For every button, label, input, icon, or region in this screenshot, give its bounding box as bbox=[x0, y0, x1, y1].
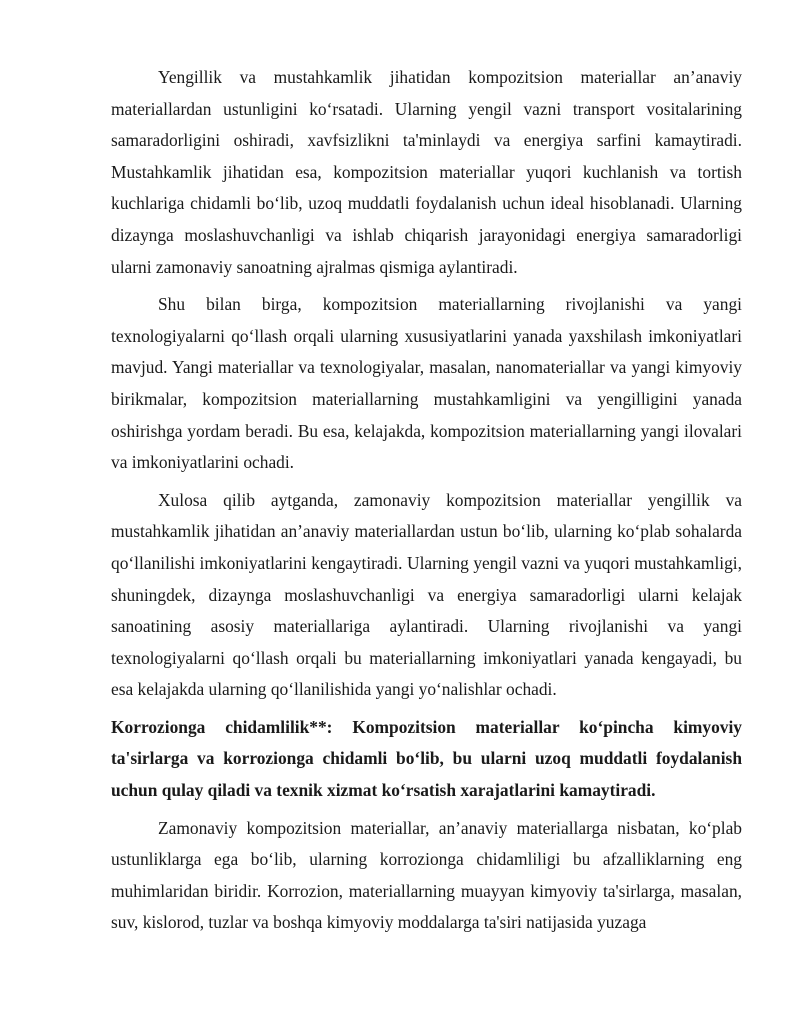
paragraph-conclusion: Xulosa qilib aytganda, zamonaviy kompozitsion materiallar yengillik va mustahkamlik jihatidan an’anaviy materiallardan ustun bo‘lib, ularning ko‘plab sohalarda qo‘llanilishi imkoniyatlarini kengaytiradi. Ularning yengil vazni va yuqori mustahkamligi, shuningdek, dizaynga moslashuvchanligi va energiya samaradorligi ularni kelajak sanoatining asosiy materiallariga aylantiradi. Ularning rivojlanishi va yangi texnologiyalarni qo‘llash orqali bu materiallarning imkoniyatlari yanada kengayadi, bu esa kelajakda ularning qo‘llanilishida yangi yo‘nalishlar ochadi. bbox=[111, 489, 742, 700]
paragraph-lightness-strength: Yengillik va mustahkamlik jihatidan kompozitsion materiallar an’anaviy materiallardan ustunligini ko‘rsatadi. Ularning yengil vazni transport vositalarining samaradorligini oshiradi, xavfsizlikni ta'minlaydi va energiya sarfini kamaytiradi. Mustahkamlik jihatidan esa, kompozitsion materiallar yuqori kuchlanish va tortish kuchlariga chidamli bo‘lib, uzoq muddatli foydalanish uchun ideal hisoblanadi. Ularning dizaynga moslashuvchanligi va ishlab chiqarish jarayonidagi energiya samaradorligi ularni zamonaviy sanoatning ajralmas qismiga aylantiradi. bbox=[111, 67, 742, 277]
heading-corrosion-resistance: Korrozionga chidamlilik**: Kompozitsion materiallar ko‘pincha kimyoviy ta'sirlarga va korrozionga chidamli bo‘lib, bu ularni uzoq muddatli foydalanish uchun qulay qiladi va texnik xizmat ko‘rsatish xarajatlarini kamaytiradi. bbox=[111, 716, 742, 801]
paragraph-corrosion: Zamonaviy kompozitsion materiallar, an’anaviy materiallarga nisbatan, ko‘plab ustunliklarga ega bo‘lib, ularning korrozionga chidamliligi bu afzalliklarning eng muhimlaridan biridir. Korrozion, materiallarning muayyan kimyoviy ta'sirlarga, masalan, suv, kislorod, tuzlar va boshqa kimyoviy moddalarga ta'siri natijasida yuzaga bbox=[111, 817, 742, 933]
paragraph-development: Shu bilan birga, kompozitsion materiallarning rivojlanishi va yangi texnologiyalarni qo‘llash orqali ularning xususiyatlarini yanada yaxshilash imkoniyatlari mavjud. Yangi materiallar va texnologiyalar, masalan, nanomateriallar va yangi kimyoviy birikmalar, kompozitsion materiallarning mustahkamligini va yengilligini yanada oshirishga yordam beradi. Bu esa, kelajakda, kompozitsion materiallarning yangi ilovalari va imkoniyatlarini ochadi. bbox=[111, 294, 742, 473]
document-page bbox=[111, 62, 742, 945]
